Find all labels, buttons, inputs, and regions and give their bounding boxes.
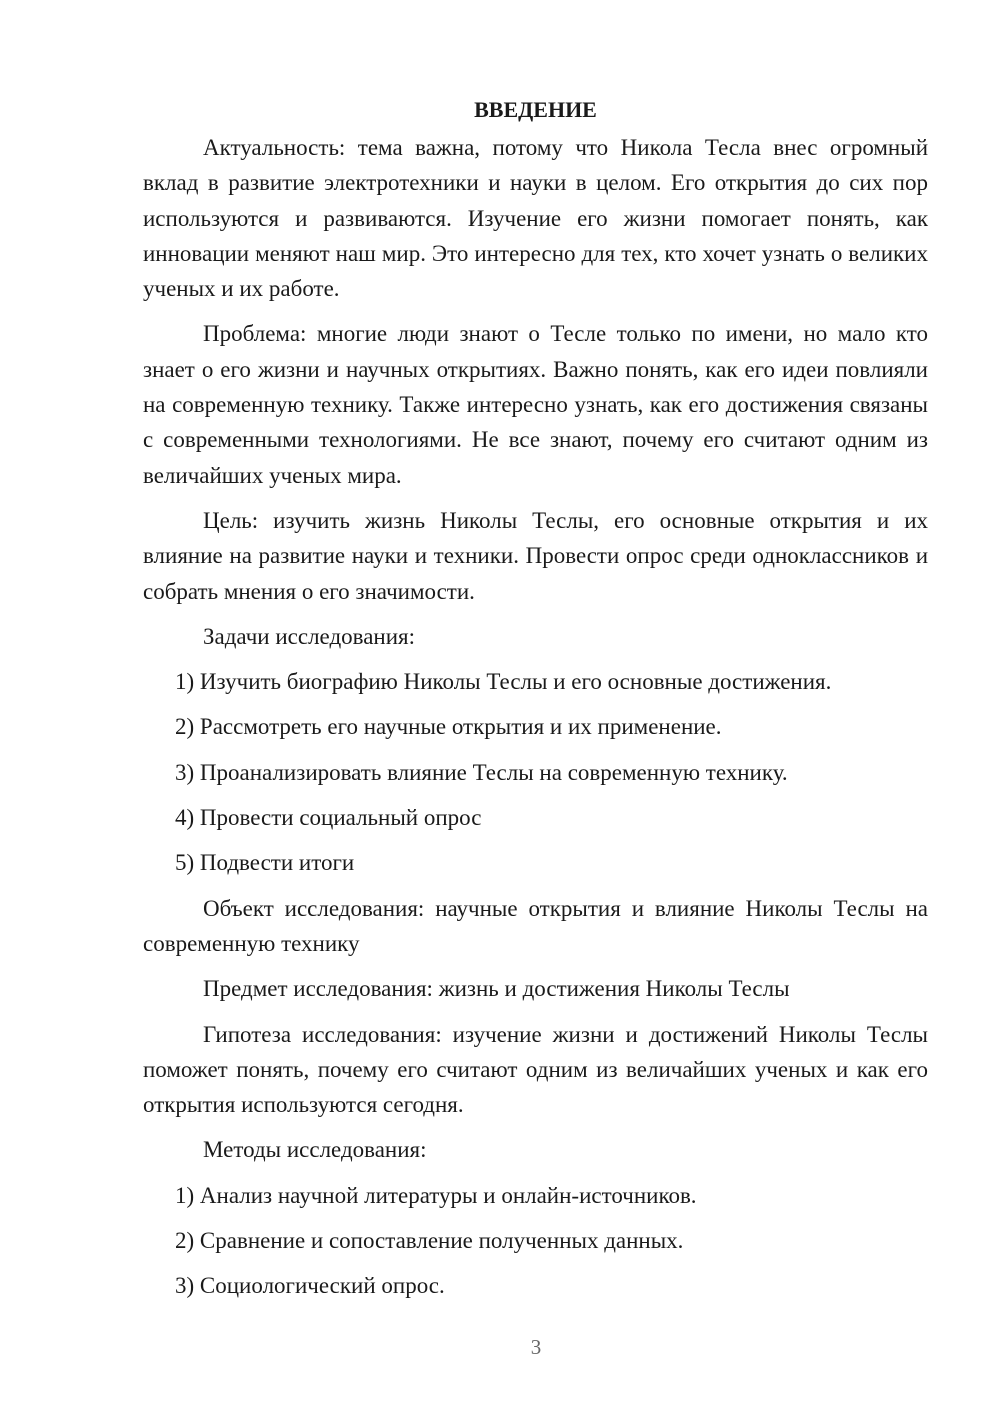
methods-heading: Методы исследования: [203, 1137, 427, 1163]
task-item: 2) Рассмотреть его научные открытия и их применение. [175, 714, 722, 740]
subject-paragraph: Предмет исследования: жизнь и достижения Николы Теслы [203, 976, 790, 1002]
tasks-list [143, 664, 928, 880]
object-paragraph: Объект исследования: научные открытия и влияние Николы Теслы на современную технику [143, 895, 928, 956]
page-content [143, 92, 928, 1314]
method-item: 3) Социологический опрос. [175, 1273, 445, 1299]
task-item: 1) Изучить биографию Николы Теслы и его основные достижения. [175, 669, 832, 695]
hypothesis-paragraph: Гипотеза исследования: изучение жизни и достижений Николы Теслы поможет понять, почему его считают одним из величайших ученых и как его открытия используются сегодня. [143, 1021, 928, 1118]
tasks-heading: Задачи исследования: [203, 623, 416, 649]
task-item: 4) Провести социальный опрос [175, 805, 482, 831]
task-item: 3) Проанализировать влияние Теслы на современную технику. [175, 759, 788, 785]
section-title: ВВЕДЕНИЕ [474, 97, 597, 122]
problem-paragraph: Проблема: многие люди знают о Тесле только по имени, но мало кто знает о его жизни и научных открытиях. Важно понять, как его идеи повлияли на современную технику. Также интересно узнать, как его достижения связаны с современными технологиями. Не все знают, почему его считают одним из величайших ученых мира. [143, 321, 928, 488]
goal-paragraph: Цель: изучить жизнь Николы Теслы, его основные открытия и их влияние на развитие науки и техники. Провести опрос среди одноклассников и собрать мнения о его значимости. [143, 507, 928, 604]
page-number: 3 [530, 1335, 542, 1359]
method-item: 1) Анализ научной литературы и онлайн-источников. [175, 1182, 697, 1208]
task-item: 5) Подвести итоги [175, 850, 355, 876]
relevance-paragraph: Актуальность: тема важна, потому что Никола Тесла внес огромный вклад в развитие электротехники и науки в целом. Его открытия до сих пор используются и развиваются. Изучение его жизни помогает понять, как инновации меняют наш мир. Это интересно для тех, кто хочет узнать о великих ученых и их работе. [143, 135, 928, 302]
methods-list [143, 1178, 928, 1304]
method-item: 2) Сравнение и сопоставление полученных данных. [175, 1228, 684, 1254]
